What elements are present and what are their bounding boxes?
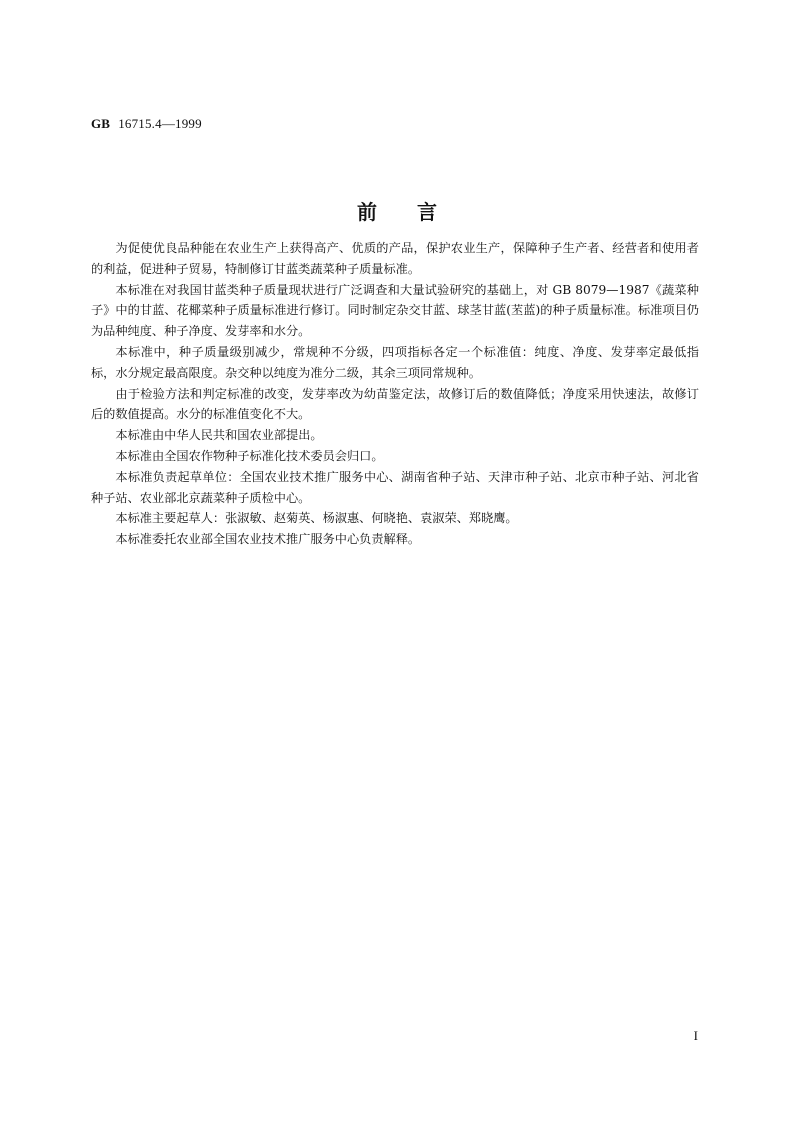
paragraph-method-changes: 由于检验方法和判定标准的改变，发芽率改为幼苗鉴定法，故修订后的数值降低；净度采用快速法，故修订后的数值提高。水分的标准值变化不大。 xyxy=(91,386,699,422)
paragraph-drafting-units: 本标准负责起草单位：全国农业技术推广服务中心、湖南省种子站、天津市种子站、北京市种子站、河北省种子站、农业部北京蔬菜种子质检中心。 xyxy=(91,469,699,505)
standard-prefix: GB xyxy=(91,116,111,131)
standard-number: 16715.4—1999 xyxy=(118,116,202,131)
standard-code-header xyxy=(91,116,202,132)
paragraph-purpose: 为促使优良品种能在农业生产上获得高产、优质的产品，保护农业生产，保障种子生产者、经营者和使用者的利益，促进种子贸易，特制修订甘蓝类蔬菜种子质量标准。 xyxy=(91,241,699,276)
paragraph-proposer: 本标准由中华人民共和国农业部提出。 xyxy=(115,428,323,443)
page-number: I xyxy=(693,1028,698,1043)
paragraph-quality-grades: 本标准中，种子质量级别减少，常规种不分级，四项指标各定一个标准值：纯度、净度、发芽率定最低指标，水分规定最高限度。杂交种以纯度为准分二级，其余三项同常规种。 xyxy=(91,344,699,380)
page-title: 前言 xyxy=(357,200,477,224)
paragraph-committee: 本标准由全国农作物种子标准化技术委员会归口。 xyxy=(115,448,384,463)
paragraph-revision-basis: 本标准在对我国甘蓝类种子质量现状进行广泛调查和大量试验研究的基础上，对 GB 8079—1987《蔬菜种子》中的甘蓝、花椰菜种子质量标准进行修订。同时制定杂交甘蓝、球茎甘蓝(苤蓝)的种子质量标准。标准项目仍为品种纯度、种子净度、发芽率和水分。 xyxy=(91,282,699,339)
paragraph-interpretation: 本标准委托农业部全国农业技术推广服务中心负责解释。 xyxy=(115,532,421,547)
paragraph-drafters: 本标准主要起草人：张淑敏、赵菊英、杨淑惠、何晓艳、袁淑荣、郑晓鹰。 xyxy=(115,511,518,526)
foreword-body xyxy=(91,238,699,550)
